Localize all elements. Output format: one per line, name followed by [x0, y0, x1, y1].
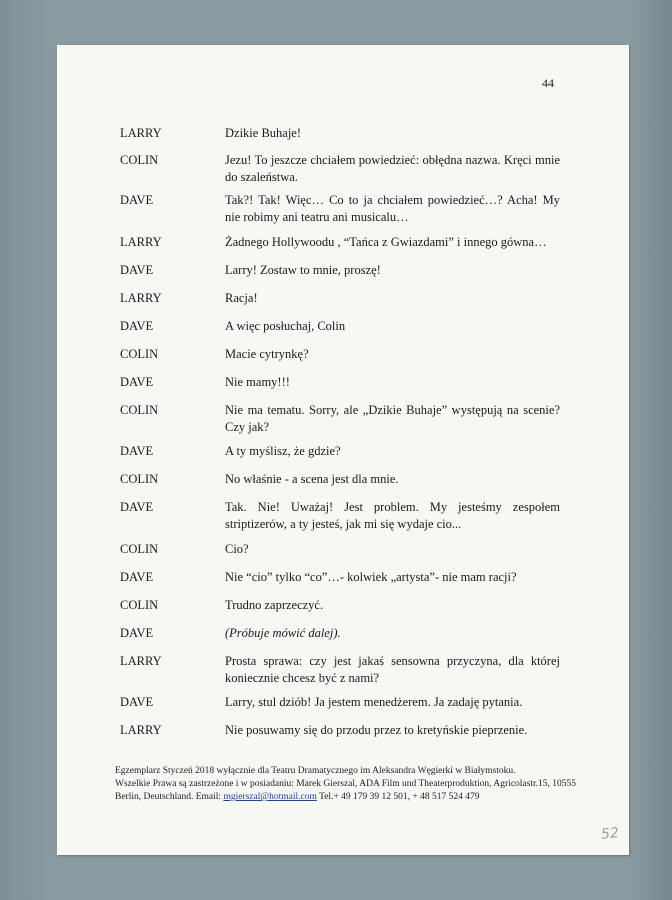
dialogue-text: Żadnego Hollywoodu , “Tańca z Gwiazdami” i innego gówna…	[225, 235, 547, 249]
footer-line	[115, 791, 585, 804]
speaker-name: COLIN	[120, 472, 159, 486]
dialogue-text: Dzikie Buhaje!	[225, 126, 302, 140]
dialogue-text: Trudno zaprzeczyć.	[225, 598, 324, 612]
dialogue-text: Nie posuwamy się do przodu przez to kretyńskie pieprzenie.	[225, 723, 528, 737]
footer-line: Egzemplarz Styczeń 2018 wyłącznie dla Teatru Dramatycznego im Aleksandra Węgierki w Białymstoku.	[115, 766, 516, 776]
speaker-name: LARRY	[120, 126, 162, 140]
dialogue-text: A więc posłuchaj, Colin	[225, 319, 346, 333]
speaker-name: DAVE	[120, 695, 154, 709]
speaker-name: DAVE	[120, 193, 154, 207]
speaker-name: LARRY	[120, 654, 162, 668]
speaker-name: DAVE	[120, 570, 154, 584]
stage-direction: (Próbuje mówić dalej).	[225, 626, 341, 640]
footer-text: Berlin, Deutschland. Email:	[115, 792, 224, 802]
dialogue-text: Racja!	[225, 291, 258, 305]
dialogue-text: Nie mamy!!!	[225, 375, 290, 389]
handwritten-mark: 52	[600, 825, 620, 843]
speaker-name: DAVE	[120, 500, 154, 514]
footer-text: Tel.+ 49 179 39 12 501, + 48 517 524 479	[316, 792, 480, 802]
speaker-name: COLIN	[120, 403, 159, 417]
speaker-name: COLIN	[120, 153, 159, 167]
email-link[interactable]: mgierszal@hotmail.com	[223, 792, 317, 802]
speaker-name: COLIN	[120, 598, 159, 612]
dialogue-text: Jezu! To jeszcze chciałem powiedzieć: obłędna nazwa. Kręci mnie do szaleństwa.	[225, 153, 560, 184]
speaker-name: LARRY	[120, 235, 162, 249]
page-number: 44	[542, 76, 554, 90]
scan-background-right	[628, 0, 672, 900]
speaker-name: DAVE	[120, 319, 154, 333]
dialogue-text: No właśnie - a scena jest dla mnie.	[225, 472, 399, 486]
copyright-footer	[115, 765, 585, 804]
dialogue-text: Tak. Nie! Uważaj! Jest problem. My jesteśmy zespołem striptizerów, a ty jesteś, jak mi się wydaje cio...	[225, 500, 560, 531]
speaker-name: DAVE	[120, 375, 154, 389]
footer-line: Wszelkie Prawa są zastrzeżone i w posiadaniu: Marek Gierszal, ADA Film und Theaterproduktion, Agricolastr.15, 10555	[115, 779, 576, 789]
dialogue-text: Prosta sprawa: czy jest jakaś sensowna przyczyna, dla której koniecznie chcesz być z nami?	[225, 654, 560, 685]
speaker-name: DAVE	[120, 444, 154, 458]
dialogue-text: Cio?	[225, 542, 249, 556]
dialogue-text: Larry, stul dziób! Ja jestem menedżerem. Ja zadaję pytania.	[225, 695, 523, 709]
dialogue-text: Nie ma tematu. Sorry, ale „Dzikie Buhaje” występują na scenie? Czy jak?	[225, 403, 560, 434]
script-page	[57, 45, 629, 855]
speaker-name: LARRY	[120, 291, 162, 305]
speaker-name: DAVE	[120, 626, 154, 640]
speaker-name: DAVE	[120, 263, 154, 277]
dialogue-list	[57, 45, 629, 855]
dialogue-text: A ty myślisz, że gdzie?	[225, 444, 341, 458]
dialogue-text: Macie cytrynkę?	[225, 347, 309, 361]
dialogue-text: Nie “cio” tylko “co”…- kolwiek „artysta”- nie mam racji?	[225, 570, 517, 584]
speaker-name: LARRY	[120, 723, 162, 737]
scan-background-left	[0, 0, 57, 900]
dialogue-text: Tak?! Tak! Więc… Co to ja chciałem powiedzieć…? Acha! My nie robimy ani teatru ani musicalu…	[225, 193, 560, 224]
dialogue-text: Larry! Zostaw to mnie, proszę!	[225, 263, 381, 277]
speaker-name: COLIN	[120, 542, 159, 556]
speaker-name: COLIN	[120, 347, 159, 361]
